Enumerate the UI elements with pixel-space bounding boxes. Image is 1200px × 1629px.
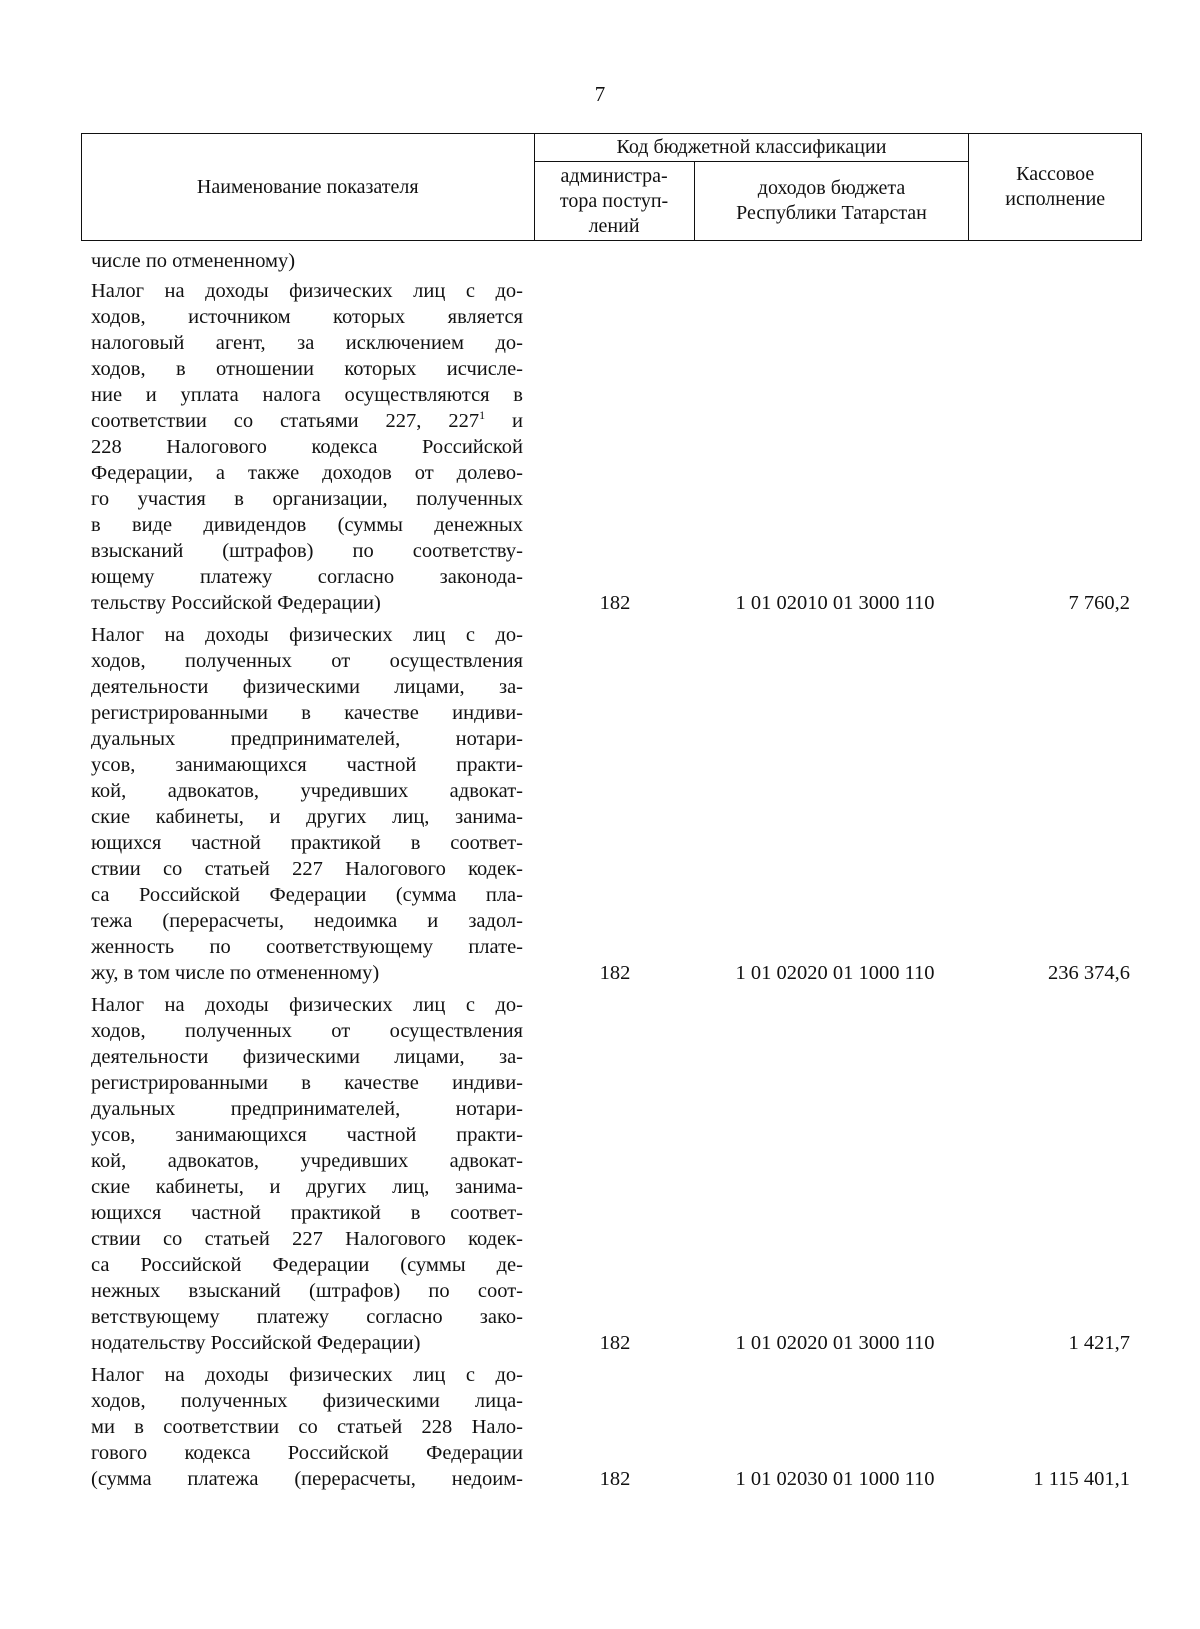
desc-line: ские кабинеты, и других лиц, занима-	[91, 1176, 523, 1198]
superscript: 1	[479, 408, 486, 423]
desc-line: (сумма платежа (перерасчеты, недоим-	[91, 1468, 523, 1490]
desc-line: Налог на доходы физических лиц с до-	[91, 280, 523, 302]
desc-line: дуальных предпринимателей, нотари-	[91, 1098, 523, 1120]
desc-line: ствии со статьей 227 Налогового кодек-	[91, 1228, 523, 1250]
desc-line: жу, в том числе по отмененному)	[91, 962, 380, 984]
desc-line: ствии со статьей 227 Налогового кодек-	[91, 858, 523, 880]
desc-line: ветствующему платежу согласно зако-	[91, 1306, 523, 1328]
desc-line: нежных взысканий (штрафов) по соот-	[91, 1280, 523, 1302]
cash-value: 236 374,6	[1048, 962, 1130, 984]
desc-line: ющихся частной практикой в соответ-	[91, 1202, 523, 1224]
cash-value: 1 421,7	[1068, 1332, 1130, 1354]
desc-line: ходов, полученных от осуществления	[91, 1020, 523, 1042]
cash-value: 1 115 401,1	[1033, 1468, 1130, 1490]
desc-line: налоговый агент, за исключением до-	[91, 332, 523, 354]
desc-line: ние и уплата налога осуществляются в	[91, 384, 523, 406]
continuation-line: числе по отмененному)	[91, 250, 296, 272]
desc-line: ские кабинеты, и других лиц, занима-	[91, 806, 523, 828]
admin-code: 182	[599, 1468, 631, 1490]
cash-value: 7 760,2	[1068, 592, 1130, 614]
desc-line: Налог на доходы физических лиц с до-	[91, 994, 523, 1016]
desc-line: тежа (перерасчеты, недоимка и задол-	[91, 910, 523, 932]
revenue-code: 1 01 02030 01 1000 110	[735, 1468, 935, 1490]
row-description	[91, 278, 523, 616]
desc-line: кой, адвокатов, учредивших адвокат-	[91, 780, 523, 802]
desc-line: усов, занимающихся частной практи-	[91, 754, 523, 776]
desc-line: деятельности физическими лицами, за-	[91, 676, 523, 698]
header-admin-line: администра-	[560, 164, 668, 187]
header-revenue-line: Республики Татарстан	[736, 202, 927, 224]
admin-code: 182	[599, 1332, 631, 1354]
desc-line: ходов, в отношении которых исчисле-	[91, 358, 523, 380]
revenue-code: 1 01 02020 01 1000 110	[735, 962, 935, 984]
desc-line: ми в соответствии со статьей 228 Нало-	[91, 1416, 523, 1438]
desc-line: деятельности физическими лицами, за-	[91, 1046, 523, 1068]
desc-line: взысканий (штрафов) по соответству-	[91, 540, 523, 562]
desc-line: ходов, полученных физическими лица-	[91, 1390, 523, 1412]
desc-line: ходов, полученных от осуществления	[91, 650, 523, 672]
desc-line	[91, 408, 523, 434]
desc-line: са Российской Федерации (сумма пла-	[91, 884, 523, 906]
page-number: 7	[594, 82, 606, 106]
admin-code: 182	[599, 962, 631, 984]
desc-line: регистрированными в качестве индиви-	[91, 1072, 523, 1094]
row-description	[91, 1362, 523, 1492]
desc-line: Налог на доходы физических лиц с до-	[91, 1364, 523, 1386]
desc-line: гового кодекса Российской Федерации	[91, 1442, 523, 1464]
desc-line: регистрированными в качестве индиви-	[91, 702, 523, 724]
header-revenue-line: доходов бюджета	[757, 177, 906, 199]
desc-line: в виде дивидендов (суммы денежных	[91, 514, 523, 536]
row-description	[91, 622, 523, 986]
desc-line: го участия в организации, полученных	[91, 488, 523, 510]
row-description	[91, 992, 523, 1356]
header-code-group: Код бюджетной классификации	[534, 134, 969, 162]
desc-line: женность по соответствующему плате-	[91, 936, 523, 958]
desc-line: кой, адвокатов, учредивших адвокат-	[91, 1150, 523, 1172]
header-cash-line: исполнение	[1005, 188, 1106, 210]
header-admin-line: лений	[588, 214, 640, 237]
desc-line: нодательству Российской Федерации)	[91, 1332, 421, 1354]
desc-line: Федерации, а также доходов от долево-	[91, 462, 523, 484]
revenue-code: 1 01 02020 01 3000 110	[735, 1332, 935, 1354]
desc-line: ющихся частной практикой в соответ-	[91, 832, 523, 854]
desc-line-text: соответствии со статьями 227, 227	[91, 410, 480, 432]
desc-line: ходов, источником которых является	[91, 306, 523, 328]
desc-line: Налог на доходы физических лиц с до-	[91, 624, 523, 646]
header-admin-line: тора поступ-	[559, 189, 669, 212]
desc-line: 228 Налогового кодекса Российской	[91, 436, 523, 458]
desc-line: дуальных предпринимателей, нотари-	[91, 728, 523, 750]
header-revenue-column	[694, 162, 969, 241]
desc-line-suffix: и	[485, 410, 523, 432]
desc-line: са Российской Федерации (суммы де-	[91, 1254, 523, 1276]
header-name-column: Наименование показателя	[82, 134, 535, 241]
revenue-code: 1 01 02010 01 3000 110	[735, 592, 935, 614]
table-header	[81, 133, 1142, 241]
header-cash-column	[969, 134, 1142, 241]
header-cash-line: Кассовое	[1016, 163, 1095, 185]
admin-code: 182	[599, 592, 631, 614]
header-admin-column	[534, 162, 694, 241]
desc-line: тельству Российской Федерации)	[91, 592, 381, 614]
desc-line: ющему платежу согласно законода-	[91, 566, 523, 588]
desc-line: усов, занимающихся частной практи-	[91, 1124, 523, 1146]
